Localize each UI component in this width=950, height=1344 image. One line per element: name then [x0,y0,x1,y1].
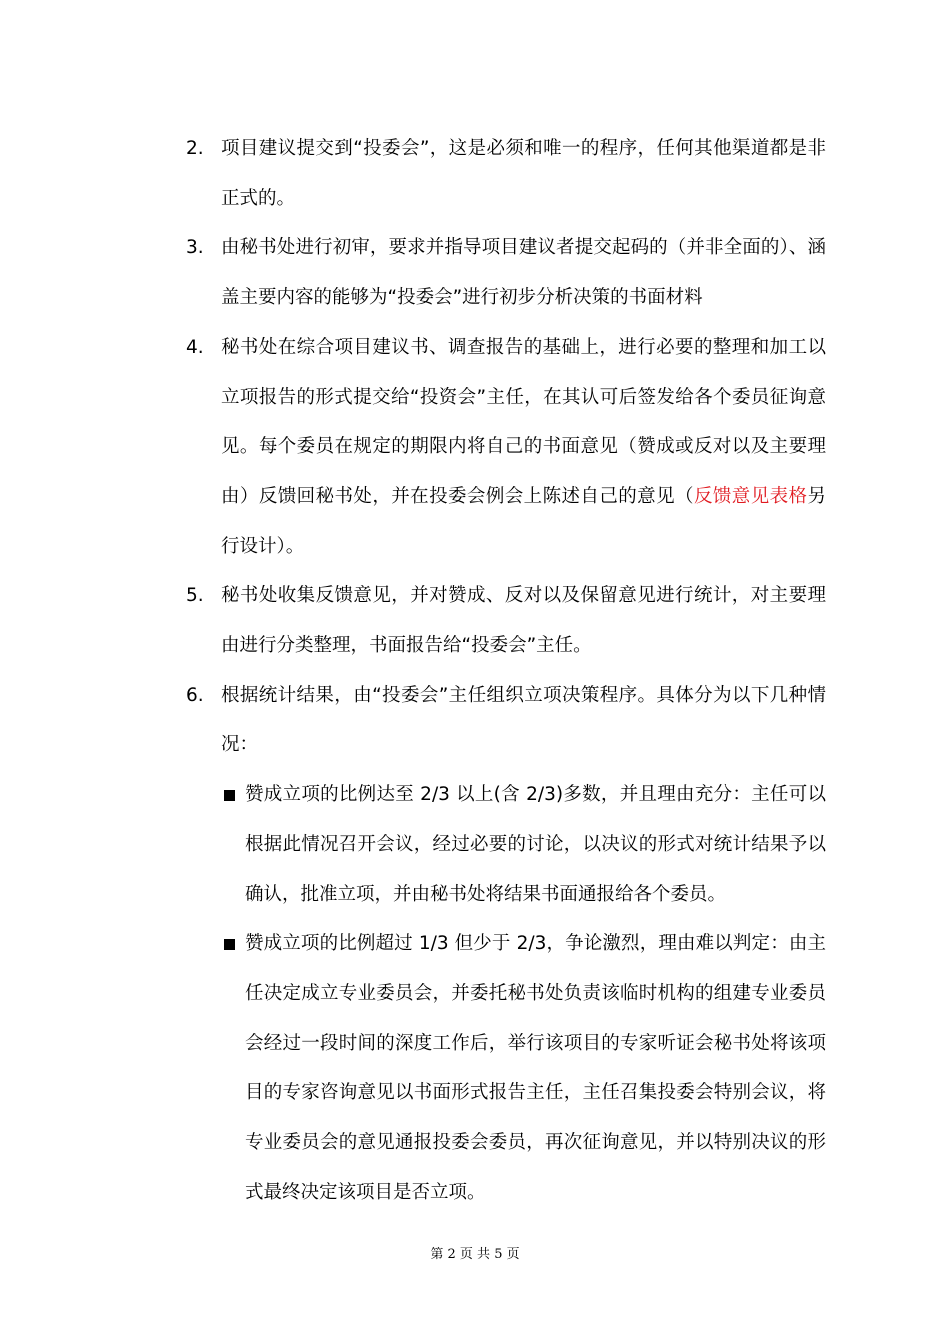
list-number: 5. [186,585,204,607]
list-number: 4. [186,336,204,358]
list-item-4 [186,323,826,572]
document-body [186,124,826,1217]
bullet-item [224,919,826,1217]
list-item-3 [186,223,826,322]
list-item-text: 秘书处收集反馈意见，并对赞成、反对以及保留意见进行统计，对主要理由进行分类整理，书面报告给“投委会”主任。 [221,585,826,657]
list-item-tail: 另行设计）。 [221,485,826,557]
square-bullet-icon [224,790,235,801]
list-number: 3. [186,237,204,259]
sub-bullet-list [224,770,826,1217]
list-item-text: 项目建议提交到“投委会”，这是必须和唯一的程序，任何其他渠道都是非正式的。 [221,138,826,209]
list-item-5 [186,571,826,670]
list-item-text: 秘书处在综合项目建议书、调查报告的基础上，进行必要的整理和加工以立项报告的形式提交给“投资会”主任，在其认可后签发给各个委员征询意见。每个委员在规定的期限内将自己的书面意见（赞成或反对以及主要理由）反馈回秘书处，并在投委会例会上陈述自己的意见 [221,336,826,507]
list-item-2 [186,124,826,223]
list-number: 6. [186,684,204,706]
list-item-6 [186,671,826,770]
square-bullet-icon [224,939,235,950]
list-number: 2. [186,138,204,159]
bullet-item [224,770,826,919]
bullet-text: 赞成立项的比例超过 1/3 但少于 2/3，争论激烈，理由难以判定：由主任决定成立专业委员会，并委托秘书处负责该临时机构的组建专业委员会经过一段时间的深度工作后，举行该项目的专家听证会秘书处将该项目的专家咨询意见以书面形式报告主任，主任召集投委会特别会议，将专业委员会的意见通报投委会委员，再次征询意见，并以特别决议的形式最终决定该项目是否立项。 [245,933,826,1203]
bullet-text: 赞成立项的比例达至 2/3 以上(含 2/3)多数，并且理由充分：主任可以根据此情况召开会议，经过必要的讨论，以决议的形式对统计结果予以确认，批准立项，并由秘书处将结果书面通报给各个委员。 [245,784,826,905]
list-item-text: 根据统计结果，由“投委会”主任组织立项决策程序。具体分为以下几种情况： [221,684,826,756]
feedback-form-highlight: 反馈意见表格 [693,485,808,507]
page-footer: 第 2 页 共 5 页 [430,1247,520,1262]
paren-open: （ [675,485,694,507]
list-item-text: 由秘书处进行初审，要求并指导项目建议者提交起码的（并非全面的）、涵盖主要内容的能够为“投委会”进行初步分析决策的书面材料 [221,237,826,309]
